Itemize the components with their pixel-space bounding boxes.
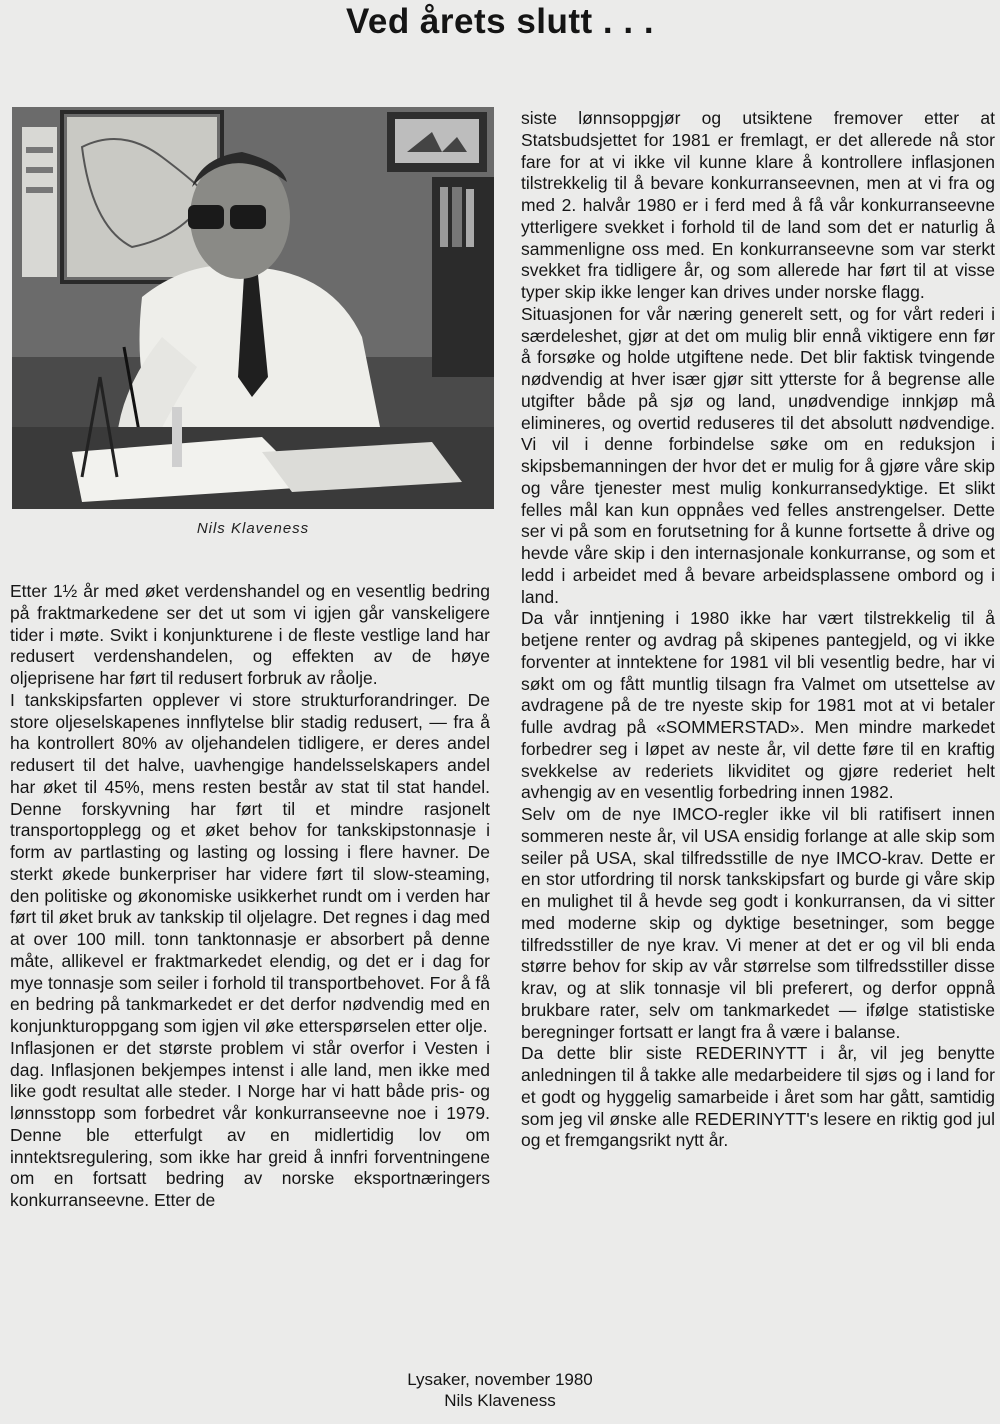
paragraph: Etter 1½ år med øket verdenshandel og en vesentlig bedring på fraktmarkedene ser det ut som vi igjen går vanskeligere tider i møte. Svikt i konjunkturene i de fleste vestlige land har redusert verdenshandelen, og effekten av de høye oljeprisene har ført til redusert forbruk av råolje.: [10, 581, 490, 688]
photo-caption: Nils Klaveness: [196, 520, 310, 537]
paragraph: Da dette blir siste REDERINYTT i år, vil jeg benytte anledningen til å takke alle medarbeidere til sjøs og i land for et godt og hyggelig samarbeide i året som har gått, samtidig som jeg vil ønske alle REDERINYTT's lesere en riktig god jul og et fremgangsrikt nytt år.: [521, 1043, 995, 1151]
paragraph: Da vår inntjening i 1980 ikke har vært tilstrekkelig til å betjene renter og avdrag på skipenes pantegjeld, og vi ikke forventer at inntektene for 1981 vil bli vesentlig bedre, har vi søkt om og fått muntlig tilsagn fra Valmet om utsettelse av avdragene på de tre nyeste skip for 1981 mot at vi betaler fulle avdrag på «SOMMERSTAD». Men mindre markedet forbedrer seg i løpet av neste år, vil dette føre til en kraftig svekkelse av rederiets likviditet og gjøre rederiet helt avhengig av en vesentlig forbedring innen 1982.: [521, 608, 995, 803]
signature-name: Nils Klaveness: [444, 1391, 556, 1410]
article-column-right: [521, 108, 995, 1152]
portrait-photo: [12, 107, 494, 509]
signature-place-date: Lysaker, november 1980: [407, 1370, 593, 1389]
paragraph: Inflasjonen er det største problem vi står overfor i Vesten i dag. Inflasjonen bekjempes intenst i alle land, men ikke med like godt resultat alle steder. I Norge har vi hatt både pris- og lønnsstopp som forbedret vår konkurranseevne noe i 1979. Denne ble etterfulgt av en midlertidig lov om inntektsregulering, som ikke har greid å innfri forventningene om en fortsatt bedring av norske eksportnæringers konkurranseevne. Etter de: [10, 1037, 490, 1210]
article-column-left: [10, 581, 490, 1212]
paragraph: I tankskipsfarten opplever vi store strukturforandringer. De store oljeselskapenes innflytelse blir stadig redusert, — fra å ha kontrollert 80% av oljehandelen tidligere, er deres andel redusert til det halve, uavhengige handelsselskapers andel har øket til 45%, mens resten består av stat til stat handel. Denne forskyvning har ført til et mindre rasjonelt transportopplegg og et øket behov for tankskipstonnasje i form av partlasting og lasting og lossing i flere havner. De sterkt økede bunkerpriser har videre ført til slow-steaming, den politiske og økonomiske usikkerhet rundt om i verden har ført til øket bruk av tankskip til oljelagre. Det regnes i dag med at over 100 mill. tonn tanktonnasje er absorbert på denne måte, allikevel er fraktmarkedet elendig, og det er i dag for mye tonnasje som seiler i forhold til transportbehovet. For å få en bedring på tankmarkedet er det derfor nødvendig med en konjunkturoppgang som igjen vil øke etterspørselen etter olje.: [10, 689, 490, 1036]
signature-block: [0, 1369, 1000, 1411]
paragraph: Situasjonen for vår næring generelt sett, og for vårt rederi i særdeleshet, gjør at det om mulig blir ennå viktigere enn før å forsøke og holde utgiftene nede. Det blir faktisk tvingende nødvendig at hver især gjør sitt ytterste for å begrense alle utgifter både på sjø og land, unødvendige innkjøp må elimineres, og overtid reduseres til det absolutt nødvendige. Vi vil i denne forbindelse søke om en reduksjon i skipsbemanningen der hvor det er mulig for å gjøre våre skip og våre tjenester mest mulig konkurransedyktige. Et slikt felles mål kan kun oppnåes ved felles anstrengelser. Dette ser vi på som en forutsetning for å kunne fortsette å drive og hevde våre skip i den internasjonale konkurranse, og som et ledd i arbeidet med å bevare arbeidsplassene ombord og i land.: [521, 303, 995, 607]
page-title: Ved årets slutt . . .: [345, 2, 655, 41]
paragraph: siste lønnsoppgjør og utsiktene fremover etter at Statsbudsjettet for 1981 er fremlagt, er det allerede nå stor fare for at vi ikke vil kunne klare å kontrollere inflasjonen tilstrekkelig til å bevare konkurranseevnen, men at vi fra og med 2. halvår 1980 er i ferd med å få vår konkurranseevne ytterligere svekket i forhold til de land som det er naturlig å sammenligne oss med. En konkurranseevne som var sterkt svekket fra tidligere år, og som allerede har ført til at visse typer skip ikke lenger kan drives under norske flagg.: [521, 108, 995, 302]
portrait-illustration: [12, 107, 494, 509]
paragraph: Selv om de nye IMCO-regler ikke vil bli ratifisert innen sommeren neste år, vil USA ensidig forlange at alle skip som seiler på USA, skal tilfredsstille de nye IMCO-krav. Dette er en stor utfordring til norsk tankskipsfart og burde gi våre skip en mulighet til å hevde seg godt i konkurransen, da vi sitter med moderne skip og dyktige besetninger, som begge tilfredsstiller de nye krav. Vi mener at det er og vil bli enda større behov for skip av vår størrelse som tilfredsstiller disse krav, og at slik tonnasje vil bli preferert, og derfor oppnå brukbare rater, selv om tankmarkedet — ifølge statistiske beregninger fortsatt er langt fra å være i balanse.: [521, 804, 995, 1042]
